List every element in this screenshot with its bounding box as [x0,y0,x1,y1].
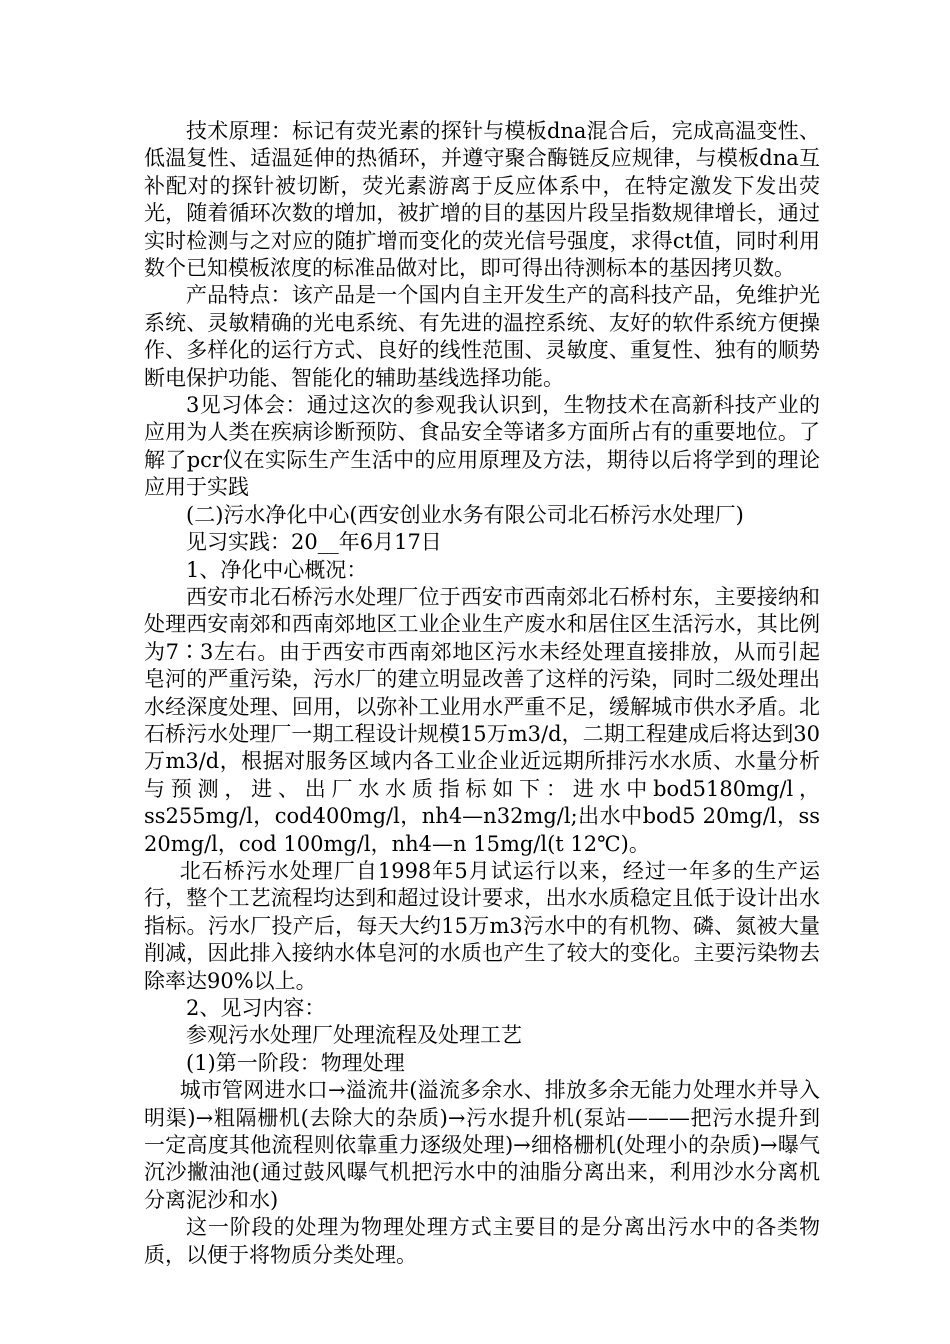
paragraph-plant-operation: 北石桥污水处理厂自1998年5月试运行以来，经过一年多的生产运行，整个工艺流程均达到和超过设计要求，出水水质稳定且低于设计出水指标。污水厂投产后，每天大约15万m3污水中的有机物、磷、氮被大量削减，因此排入接纳水体皂河的水质也产生了较大的变化。主要污染物去除率达90%以上。 [144,858,820,993]
paragraph-reflection: 3见习体会：通过这次的参观我认识到，生物技术在高新科技产业的应用为人类在疾病诊断预防、食品安全等诸多方面所占有的重要地位。了解了pcr仪在实际生产生活中的应用原理及方法，期待以后将学到的理论应用于实践 [144,393,820,500]
section-heading-sewage-center: (二)污水净化中心(西安创业水务有限公司北石桥污水处理厂) [186,502,744,527]
paragraph-plant-overview: 西安市北石桥污水处理厂位于西安市西南郊北石桥村东，主要接纳和处理西安南郊和西南郊地区工业企业生产废水和居住区生活污水，其比例为7∶3左右。由于西安市西南郊地区污水未经处理直接排放，从而引起皂河的严重污染，污水厂的建立明显改善了这样的污染，同时二级处理出水经深度处理、回用，以弥补工业用水严重不足，缓解城市供水矛盾。北石桥污水处理厂一期工程设计规模15万m3/d，二期工程建成后将达到30万m3/d，根据对服务区域内各工业企业近远期所排污水水质、水量分析与预测，进、出厂水水质指标如下：进水中bod5180mg/l，ss255mg/l，cod400mg/l，nh4—n32mg/l;出水中bod5 20mg/l，ss 20mg/l，cod 100mg/l，nh4—n 15mg/l(t 12℃)。 [144,584,820,856]
paragraph-process-flow: 城市管网进水口→溢流井(溢流多余水、排放多余无能力处理水并导入明渠)→粗隔栅机(去除大的杂质)→污水提升机(泵站———把污水提升到一定高度其他流程则依靠重力逐级处理)→细格栅机(处理小的杂质)→曝气沉沙撇油池(通过鼓风曝气机把污水中的油脂分离出来，利用沙水分离机分离泥沙和水) [144,1078,820,1212]
paragraph-technical-principle: 技术原理：标记有荧光素的探针与模板dna混合后，完成高温变性、低温复性、适温延伸的热循环，并遵守聚合酶链反应规律，与模板dna互补配对的探针被切断，荧光素游离于反应体系中，在特定激发下发出荧光，随着循环次数的增加，被扩增的目的基因片段呈指数规律增长，通过实时检测与之对应的随扩增而变化的荧光信号强度，求得ct值，同时利用数个已知模板浓度的标准品做对比，即可得出待测标本的基因拷贝数。 [144,119,820,281]
document-body [144,118,820,1269]
subheading-center-overview: 1、净化中心概况： [186,557,368,582]
subheading-practice-content: 2、见习内容： [186,996,326,1020]
paragraph-visit-process: 参观污水处理厂处理流程及处理工艺 [186,1023,522,1048]
subheading-stage-one: (1)第一阶段：物理处理 [186,1050,405,1075]
paragraph-product-features: 产品特点：该产品是一个国内自主开发生产的高科技产品，免维护光系统、灵敏精确的光电系统、有先进的温控系统、友好的软件系统方便操作、多样化的运行方式、良好的线性范围、灵敏度、重复性、独有的顺势断电保护功能、智能化的辅助基线选择功能。 [144,283,820,390]
paragraph-practice-date: 见习实践：20__年6月17日 [186,530,442,555]
paragraph-stage-one-summary: 这一阶段的处理为物理处理方式主要目的是分离出污水中的各类物质，以便于将物质分类处理。 [144,1215,820,1267]
